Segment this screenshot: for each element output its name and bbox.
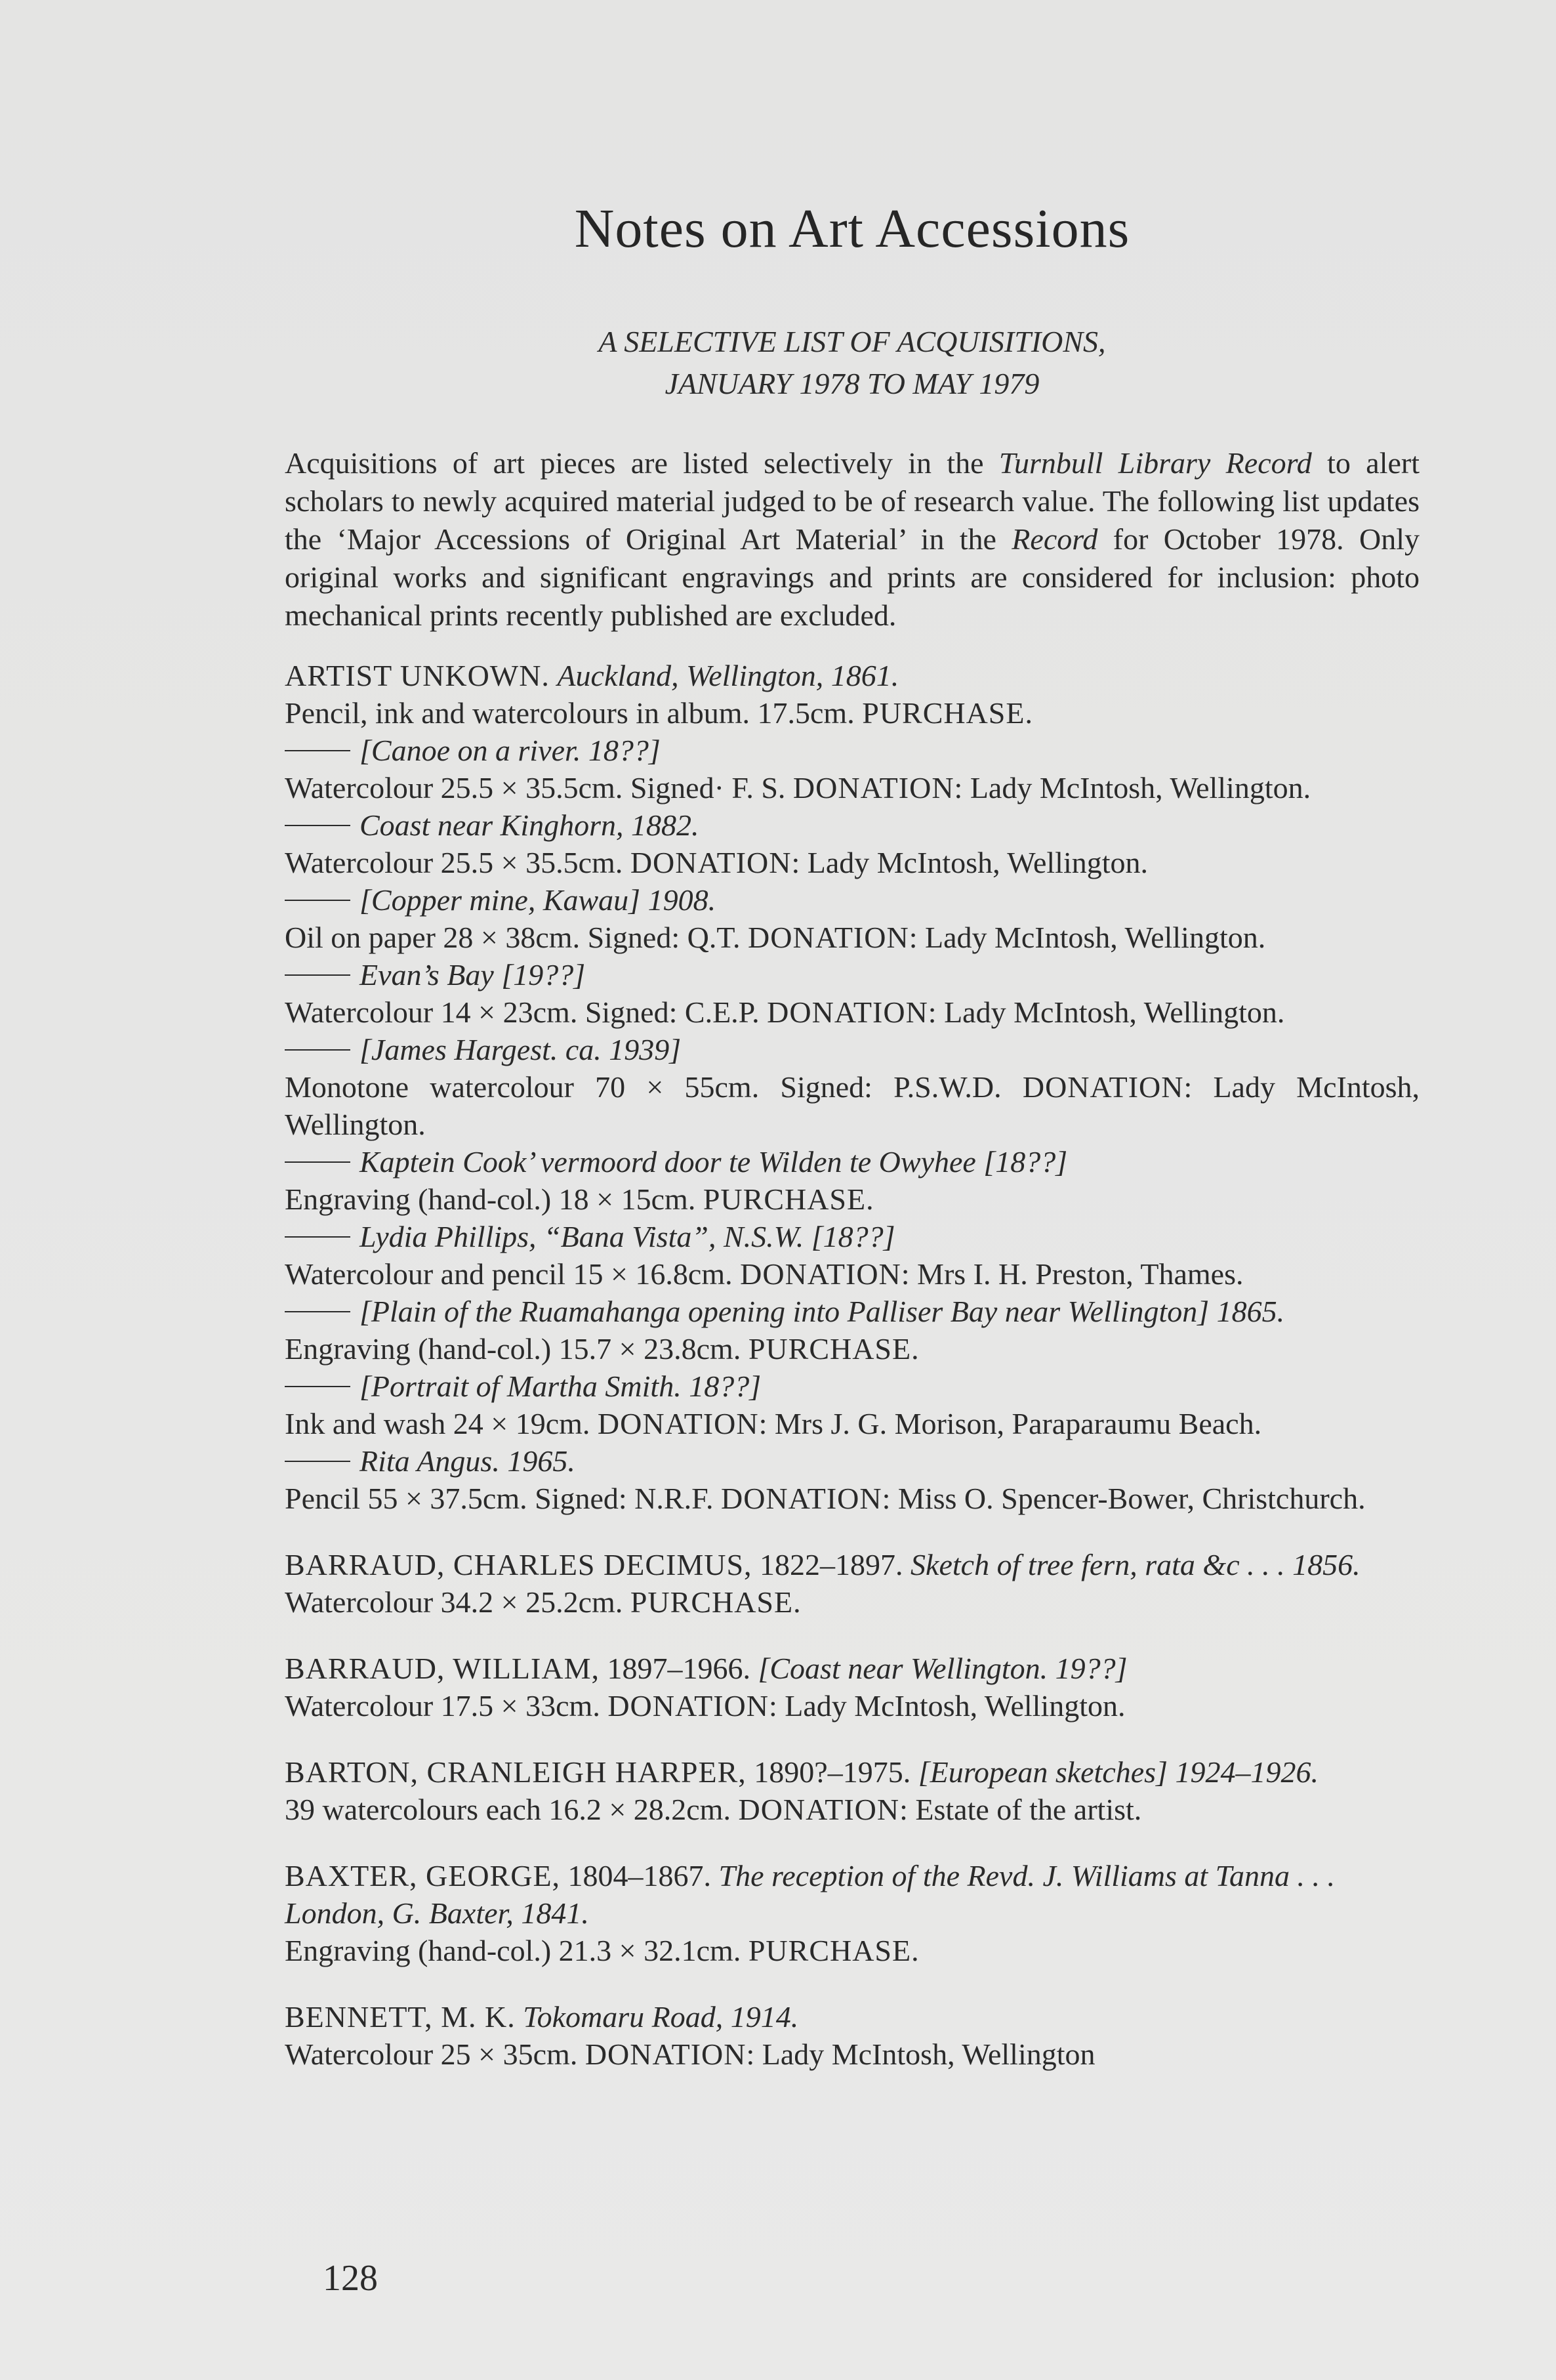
desc-text: Engraving (hand-col.) 18 × 15cm. bbox=[285, 1182, 703, 1216]
desc-text: Ink and wash 24 × 19cm. bbox=[285, 1407, 598, 1440]
work-title-line bbox=[285, 1442, 1420, 1480]
work-title: Evan’s Bay [19??] bbox=[359, 958, 586, 992]
work-description bbox=[285, 694, 1420, 732]
artist-dates bbox=[516, 2000, 523, 2034]
work-title: Sketch of tree fern, rata &c . . . 1856. bbox=[911, 1548, 1361, 1581]
acquisition-type: PURCHASE. bbox=[748, 1934, 920, 1967]
donor: : Lady McIntosh, Wellington bbox=[746, 2037, 1095, 2071]
desc-text: Pencil 55 × 37.5cm. Signed: N.R.F. bbox=[285, 1482, 721, 1515]
work-description bbox=[285, 769, 1420, 806]
subtitle-line-2: JANUARY 1978 TO MAY 1979 bbox=[665, 367, 1040, 400]
desc-text: Watercolour 25 × 35cm. bbox=[285, 2037, 585, 2071]
work-title-line bbox=[285, 1143, 1420, 1180]
work-title: Coast near Kinghorn, 1882. bbox=[359, 808, 699, 842]
work-description bbox=[285, 1405, 1420, 1442]
donor: : Lady McIntosh, Wellington. bbox=[954, 771, 1311, 804]
work-title: [James Hargest. ca. 1939] bbox=[359, 1033, 682, 1066]
acquisition-type: DONATION bbox=[748, 921, 909, 954]
ditto-dash bbox=[285, 1386, 350, 1387]
work-title: [Copper mine, Kawau] 1908. bbox=[359, 883, 716, 917]
entry-heading bbox=[285, 1650, 1420, 1687]
intro-paragraph bbox=[285, 444, 1420, 635]
desc-text: Monotone watercolour 70 × 55cm. Signed: P.S.W.D. bbox=[285, 1070, 1023, 1104]
acquisition-type: DONATION bbox=[630, 846, 792, 879]
work-description bbox=[285, 1687, 1420, 1724]
work-title-line bbox=[285, 956, 1420, 993]
page-content bbox=[285, 197, 1420, 2102]
work-title-line bbox=[285, 881, 1420, 919]
donor: : Mrs I. H. Preston, Thames. bbox=[901, 1257, 1244, 1291]
artist-name: BENNETT, M. K. bbox=[285, 2000, 516, 2034]
work-title: Tokomaru Road, 1914. bbox=[523, 2000, 799, 2034]
acquisition-type: PURCHASE. bbox=[703, 1182, 874, 1216]
desc-text: Engraving (hand-col.) 15.7 × 23.8cm. bbox=[285, 1332, 748, 1366]
work-title: Rita Angus. 1965. bbox=[359, 1444, 575, 1478]
work-title-line bbox=[285, 732, 1420, 769]
acquisition-type: DONATION bbox=[740, 1257, 901, 1291]
work-title: [Coast near Wellington. 19??] bbox=[758, 1652, 1128, 1685]
work-title: The reception of the Revd. J. Williams at Tanna . . . bbox=[718, 1859, 1336, 1892]
acquisition-type: PURCHASE. bbox=[630, 1585, 802, 1619]
work-description bbox=[285, 1583, 1420, 1621]
desc-text: Watercolour 17.5 × 33cm. bbox=[285, 1689, 608, 1722]
ditto-dash bbox=[285, 1311, 350, 1312]
acquisition-type: DONATION bbox=[584, 2037, 747, 2071]
artist-name: BARTON, CRANLEIGH HARPER, bbox=[285, 1755, 747, 1789]
artist-dates: 1822–1897. bbox=[752, 1548, 911, 1581]
acquisition-type: DONATION bbox=[1022, 1070, 1184, 1104]
desc-text: Watercolour and pencil 15 × 16.8cm. bbox=[285, 1257, 741, 1291]
artist-name: BARRAUD, WILLIAM, bbox=[285, 1652, 600, 1685]
work-description bbox=[285, 1791, 1420, 1828]
artist-name: BARRAUD, CHARLES DECIMUS, bbox=[285, 1548, 752, 1581]
ditto-dash bbox=[285, 1461, 350, 1462]
desc-text: Watercolour 14 × 23cm. Signed: C.E.P. bbox=[285, 995, 768, 1029]
artist-name: ARTIST UNKOWN. bbox=[285, 659, 550, 692]
ditto-dash bbox=[285, 1236, 350, 1238]
work-title-line bbox=[285, 1293, 1420, 1330]
work-title: [Portrait of Martha Smith. 18??] bbox=[359, 1369, 762, 1403]
intro-text-2: to alert scholars to newly acquired material judged to be of research value. The following list updates the ‘Major Accessions of Original Art Material’ in the bbox=[285, 446, 1420, 556]
intro-text-3: for October 1978. Only original works and significant engravings and prints are considered for inclusion: photo mechanical prints recently published are excluded. bbox=[285, 522, 1420, 632]
entry-heading bbox=[285, 1753, 1420, 1791]
work-title-continued bbox=[285, 1894, 1420, 1932]
entry-baxter bbox=[285, 1857, 1420, 1969]
donor: : Estate of the artist. bbox=[899, 1793, 1142, 1826]
entry-heading bbox=[285, 657, 1420, 694]
entry-heading bbox=[285, 1857, 1420, 1894]
entry-heading bbox=[285, 1998, 1420, 2036]
artist-dates: 1897–1966. bbox=[599, 1652, 758, 1685]
entry-barton bbox=[285, 1753, 1420, 1828]
artist-dates: 1804–1867. bbox=[560, 1859, 719, 1892]
entry-barraud-charles bbox=[285, 1546, 1420, 1621]
work-description bbox=[285, 1932, 1420, 1969]
desc-text: Oil on paper 28 × 38cm. Signed: Q.T. bbox=[285, 921, 748, 954]
desc-text: 39 watercolours each 16.2 × 28.2cm. bbox=[285, 1793, 739, 1826]
work-description bbox=[285, 1068, 1420, 1143]
acquisition-type: DONATION bbox=[597, 1407, 759, 1440]
work-title: [European sketches] 1924–1926. bbox=[918, 1755, 1319, 1789]
desc-text: Engraving (hand-col.) 21.3 × 32.1cm. bbox=[285, 1934, 748, 1967]
intro-text-1: Acquisitions of art pieces are listed selectively in the bbox=[285, 446, 999, 480]
work-description bbox=[285, 2036, 1420, 2073]
ditto-dash bbox=[285, 974, 350, 976]
donor: : Lady McIntosh, Wellington. bbox=[928, 995, 1285, 1029]
work-title: Lydia Phillips, “Bana Vista”, N.S.W. [18??] bbox=[359, 1220, 895, 1253]
acquisition-type: PURCHASE. bbox=[748, 1332, 920, 1366]
work-title: Kaptein Cook’ vermoord door te Wilden te Owyhee [18??] bbox=[359, 1145, 1068, 1179]
entry-bennett bbox=[285, 1998, 1420, 2073]
ditto-dash bbox=[285, 900, 350, 901]
work-description bbox=[285, 993, 1420, 1031]
work-description bbox=[285, 1480, 1420, 1517]
ditto-dash bbox=[285, 750, 350, 751]
desc-text: Watercolour 25.5 × 35.5cm. bbox=[285, 846, 630, 879]
intro-record-title: Turnbull Library Record bbox=[998, 446, 1312, 480]
donor: : Lady McIntosh, Wellington. bbox=[768, 1689, 1126, 1722]
work-description bbox=[285, 1255, 1420, 1293]
donor: : Lady McIntosh, Wellington. bbox=[909, 921, 1266, 954]
artist-name: BAXTER, GEORGE, bbox=[285, 1859, 561, 1892]
work-title: [Plain of the Ruamahanga opening into Palliser Bay near Wellington] 1865. bbox=[359, 1295, 1285, 1328]
ditto-dash bbox=[285, 1161, 350, 1163]
acquisition-type: DONATION bbox=[607, 1689, 769, 1722]
acquisition-type: DONATION bbox=[792, 771, 954, 804]
work-title-line bbox=[285, 1218, 1420, 1255]
work-description bbox=[285, 1180, 1420, 1218]
work-title-line bbox=[285, 1367, 1420, 1405]
donor: : Mrs J. G. Morison, Paraparaumu Beach. bbox=[758, 1407, 1262, 1440]
intro-record-short: Record bbox=[1012, 522, 1098, 556]
ditto-dash bbox=[285, 1049, 350, 1051]
donor: : Miss O. Spencer-Bower, Christchurch. bbox=[882, 1482, 1366, 1515]
work-description bbox=[285, 1330, 1420, 1367]
work-title: [Canoe on a river. 18??] bbox=[359, 734, 661, 767]
desc-text: Watercolour 25.5 × 35.5cm. Signed· F. S. bbox=[285, 771, 793, 804]
entry-heading bbox=[285, 1546, 1420, 1583]
work-title: Auckland, Wellington, 1861. bbox=[557, 659, 899, 692]
entry-artist-unknown bbox=[285, 657, 1420, 1517]
page-title: Notes on Art Accessions bbox=[574, 198, 1130, 259]
desc-text: Watercolour 34.2 × 25.2cm. bbox=[285, 1585, 630, 1619]
entry-barraud-william bbox=[285, 1650, 1420, 1724]
page-number: 128 bbox=[323, 2258, 378, 2299]
donor: : Lady McIntosh, Wellington. bbox=[791, 846, 1149, 879]
desc-text: Pencil, ink and watercolours in album. 17.5cm. bbox=[285, 696, 863, 730]
work-description bbox=[285, 844, 1420, 881]
donor: : Lady McIntosh, Wellington. bbox=[285, 1070, 1420, 1141]
acquisition-type: DONATION bbox=[720, 1482, 882, 1515]
subtitle bbox=[285, 321, 1420, 405]
acquisition-type: DONATION bbox=[767, 995, 928, 1029]
artist-dates: 1890?–1975. bbox=[746, 1755, 918, 1789]
work-description bbox=[285, 919, 1420, 956]
work-title-line bbox=[285, 806, 1420, 844]
subtitle-line-1: A SELECTIVE LIST OF ACQUISITIONS, bbox=[598, 325, 1106, 358]
acquisition-type: DONATION bbox=[738, 1793, 900, 1826]
work-title-line bbox=[285, 1031, 1420, 1068]
acquisition-type: PURCHASE. bbox=[862, 696, 1033, 730]
work-title: London, G. Baxter, 1841. bbox=[285, 1896, 589, 1930]
ditto-dash bbox=[285, 825, 350, 826]
